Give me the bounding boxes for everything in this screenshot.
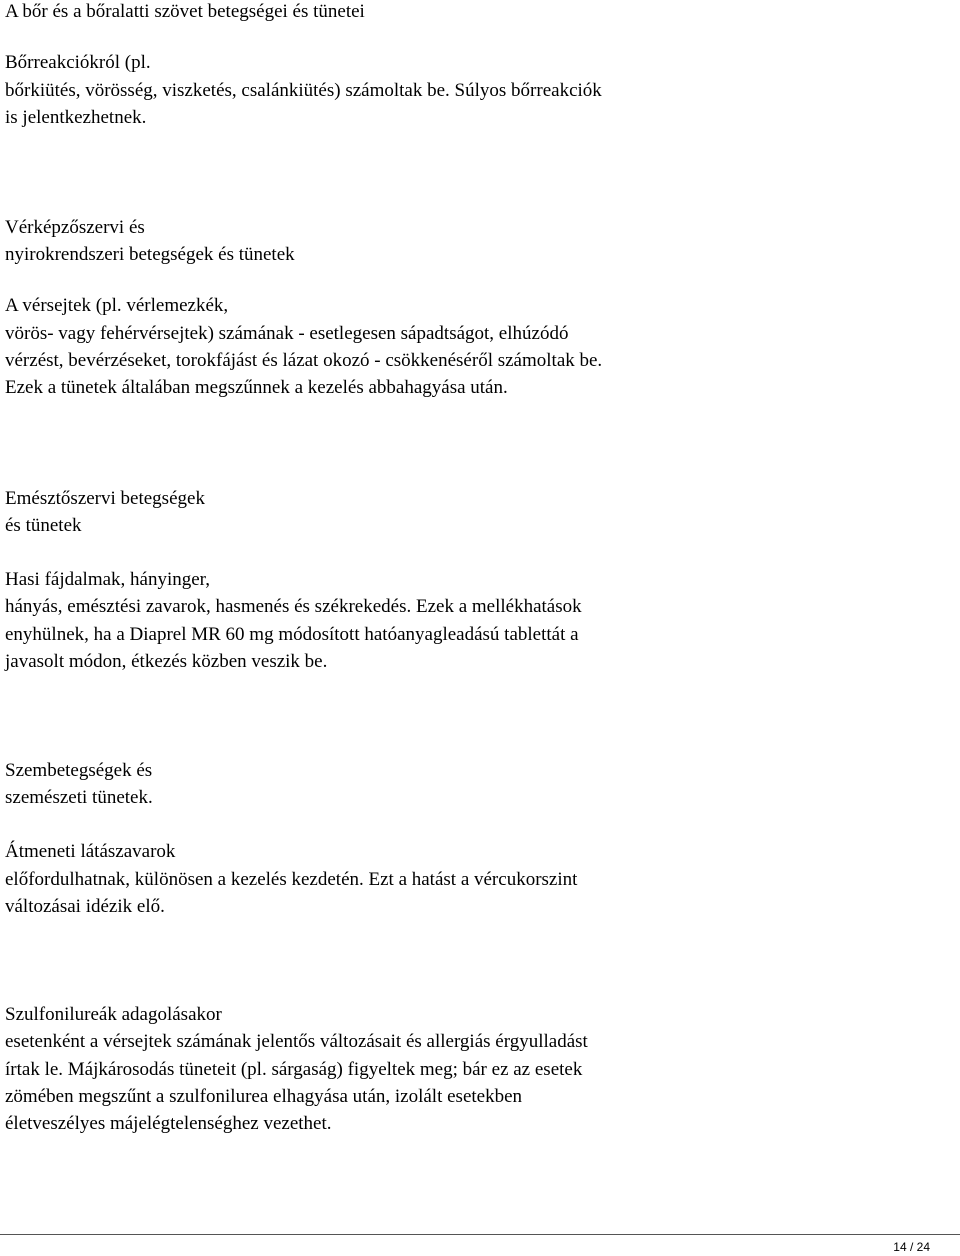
section-heading-eye: szemészeti tünetek.	[5, 787, 153, 808]
paragraph-line: Szulfonilureák adagolásakor	[5, 1004, 222, 1025]
paragraph-line: előfordulhatnak, különösen a kezelés kezdetén. Ezt a hatást a vércukorszint	[5, 869, 578, 890]
paragraph-line: hányás, emésztési zavarok, hasmenés és székrekedés. Ezek a mellékhatások	[5, 596, 582, 617]
paragraph-line: vörös- vagy fehérvérsejtek) számának - esetlegesen sápadtságot, elhúzódó	[5, 323, 569, 344]
section-heading-digestive: és tünetek	[5, 515, 82, 536]
section-heading-blood: nyirokrendszeri betegségek és tünetek	[5, 244, 295, 265]
paragraph-line: zömében megszűnt a szulfonilurea elhagyása után, izolált esetekben	[5, 1086, 523, 1107]
paragraph-line: javasolt módon, étkezés közben veszik be.	[5, 651, 328, 672]
paragraph-line: esetenként a vérsejtek számának jelentős változásait és allergiás érgyulladást	[5, 1031, 588, 1052]
paragraph-line: írtak le. Májkárosodás tüneteit (pl. sárgaság) figyeltek meg; bár ez az esetek	[5, 1059, 583, 1080]
paragraph-line: A vérsejtek (pl. vérlemezkék,	[5, 295, 229, 316]
section-heading-digestive: Emésztőszervi betegségek	[5, 488, 205, 509]
paragraph-line: életveszélyes májelégtelenséghez vezethet.	[5, 1113, 332, 1134]
paragraph-line: Hasi fájdalmak, hányinger,	[5, 569, 211, 590]
section-heading-eye: Szembetegségek és	[5, 760, 153, 781]
section-heading-blood: Vérképzőszervi és	[5, 217, 145, 238]
page-number: 14 / 24	[893, 1240, 930, 1254]
paragraph-line: változásai idézik elő.	[5, 896, 165, 917]
footer-divider	[0, 1234, 960, 1235]
paragraph-line: Bőrreakciókról (pl.	[5, 52, 151, 73]
paragraph-line: Ezek a tünetek általában megszűnnek a kezelés abbahagyása után.	[5, 377, 508, 398]
paragraph-line: Átmeneti látászavarok	[5, 841, 176, 862]
paragraph-line: enyhülnek, ha a Diaprel MR 60 mg módosított hatóanyagleadású tablettát a	[5, 624, 579, 645]
section-heading-skin: A bőr és a bőralatti szövet betegségei és tünetei	[5, 1, 365, 22]
paragraph-line: is jelentkezhetnek.	[5, 107, 147, 128]
paragraph-line: bőrkiütés, vörösség, viszketés, csalánkiütés) számoltak be. Súlyos bőrreakciók	[5, 80, 602, 101]
paragraph-line: vérzést, bevérzéseket, torokfájást és lázat okozó - csökkenéséről számoltak be.	[5, 350, 603, 371]
